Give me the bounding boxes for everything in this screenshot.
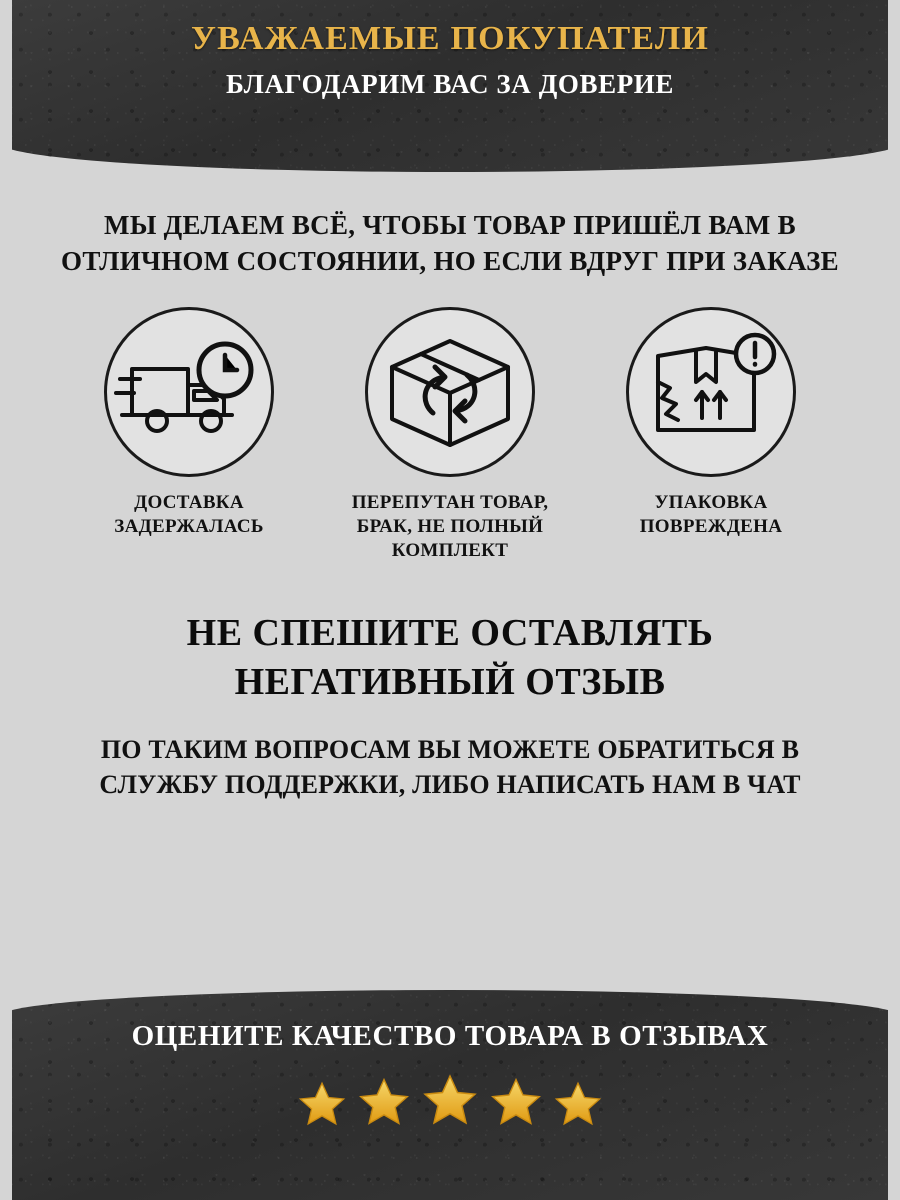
issue-item-wrong-or-defective (325, 307, 575, 562)
footer-title: ОЦЕНИТЕ КАЧЕСТВО ТОВАРА В ОТЗЫВАХ (131, 1020, 769, 1052)
header-subtitle: БЛАГОДАРИМ ВАС ЗА ДОВЕРИЕ (225, 69, 675, 99)
issue-caption: ДОСТАВКА ЗАДЕРЖАЛАСЬ (114, 492, 264, 537)
star-icon (419, 1070, 481, 1130)
star-icon (551, 1078, 605, 1130)
issue-item-damaged-packaging (586, 307, 836, 539)
main-content (12, 178, 888, 1000)
footer (0, 990, 900, 1200)
star-icon (487, 1074, 545, 1130)
issue-item-delivery-delayed (64, 307, 314, 539)
header (0, 0, 900, 172)
header-title: УВАЖАЕМЫЕ ПОКУПАТЕЛИ (190, 20, 710, 57)
box-return-arrows-icon (375, 327, 525, 457)
intro-text: МЫ ДЕЛАЕМ ВСЁ, ЧТОБЫ ТОВАР ПРИШЁЛ ВАМ В ОТЛИЧНОМ СОСТОЯНИИ, НО ЕСЛИ ВДРУГ ПРИ ЗАКАЗЕ (61, 210, 839, 276)
support-instruction-text: ПО ТАКИМ ВОПРОСАМ ВЫ МОЖЕТЕ ОБРАТИТЬСЯ В СЛУЖБУ ПОДДЕРЖКИ, ЛИБО НАПИСАТЬ НАМ В ЧАТ (99, 735, 801, 800)
issue-icon-circle (365, 307, 535, 477)
issue-icon-row (12, 307, 888, 562)
delivery-truck-clock-icon (114, 337, 264, 447)
issue-icon-circle (104, 307, 274, 477)
star-icon (355, 1074, 413, 1130)
issue-caption: УПАКОВКА ПОВРЕЖДЕНА (639, 492, 783, 537)
issue-icon-circle (626, 307, 796, 477)
headline-text: НЕ СПЕШИТЕ ОСТАВЛЯТЬ НЕГАТИВНЫЙ ОТЗЫВ (186, 611, 714, 703)
damaged-package-icon (636, 330, 786, 455)
star-rating (0, 1070, 900, 1130)
issue-caption: ПЕРЕПУТАН ТОВАР, БРАК, НЕ ПОЛНЫЙ КОМПЛЕКТ (351, 492, 549, 561)
star-icon (295, 1078, 349, 1130)
